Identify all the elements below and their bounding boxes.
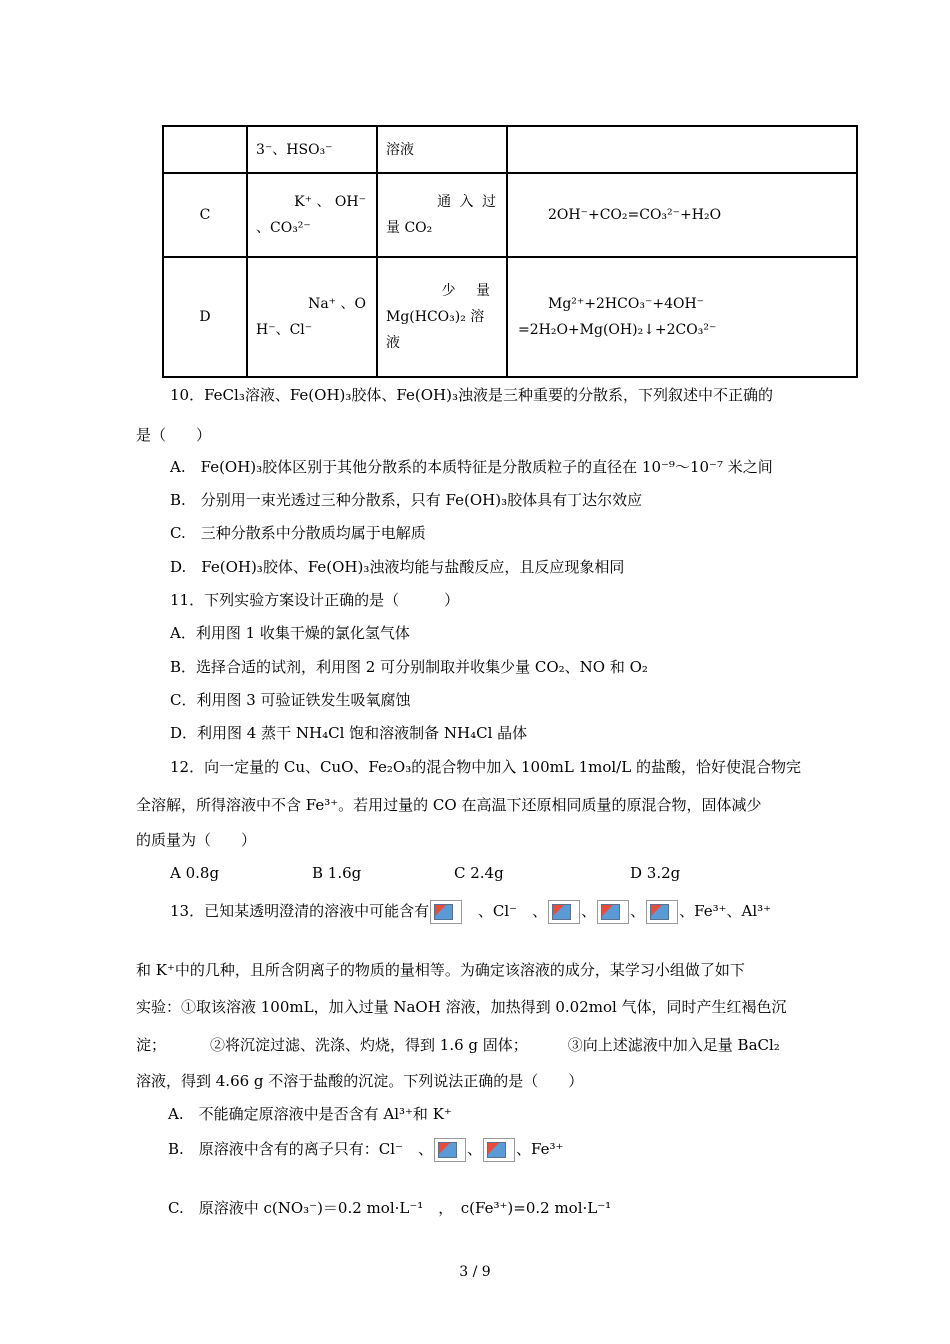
ion-formula-image-icon [430,900,462,924]
q12-stem: 全溶解，所得溶液中不含 Fe³⁺。若用过量的 CO 在高温下还原相同质量的原混合物，固体减少 [136,796,762,814]
equation: =2H₂O+Mg(OH)₂↓+2CO₃²⁻ [518,322,717,338]
table-row [163,126,857,173]
ion-formula-image-icon [483,1138,515,1162]
q13-text-part: ②将沉淀过滤、洗涤、灼烧，得到 1.6 g 固体； [210,1036,528,1054]
q12-option-d: D 3.2g [630,864,681,882]
table-cell [507,126,857,173]
q12-stem: 12．向一定量的 Cu、CuO、Fe₂O₃的混合物中加入 100mL 1mol/L 的盐酸，恰好使混合物完 [170,758,801,776]
ion-formula-image-icon [548,900,580,924]
table-cell [163,126,247,173]
equation: 2OH⁻+CO₂=CO₃²⁻+H₂O [548,207,722,223]
q10-stem: 是（ ） [136,426,212,444]
q13-text: 实验：①取该溶液 100mL，加入过量 NaOH 溶液，加热得到 0.02mol 气体，同时产生红褐色沉 [136,998,787,1016]
q10-option-c: C. 三种分散系中分散质均属于电解质 [170,524,426,542]
q12-option-b: B 1.6g [312,864,362,882]
ion-list: 、CO₃²⁻ [256,220,311,236]
table-cell: 3⁻、HSO₃⁻ [247,126,377,173]
reagent: Mg(HCO₃)₂ 溶 [386,309,485,325]
page-number: 3 / 9 [459,1264,491,1280]
table-cell: 溶液 [377,126,507,173]
q10-option-a: A. Fe(OH)₃胶体区别于其他分散系的本质特征是分散质粒子的直径在 10⁻⁹～10⁻⁷ 米之间 [170,458,773,476]
table-cell [507,173,857,257]
q11-stem: 11．下列实验方案设计正确的是（ ） [170,591,460,609]
table-cell [247,173,377,257]
ion-list: Na⁺ 、O [308,296,366,312]
ion-formula-image-icon [434,1138,466,1162]
q11-option-b: B．选择合适的试剂，利用图 2 可分别制取并收集少量 CO₂、NO 和 O₂ [170,658,648,676]
table-cell [377,173,507,257]
row-label: C [163,173,247,257]
q13-text: 溶液，得到 4.66 g 不溶于盐酸的沉淀。下列说法正确的是（ ） [136,1072,584,1090]
q11-option-a: A．利用图 1 收集干燥的氯化氢气体 [170,624,410,642]
q13-option-c: C. 原溶液中 c(NO₃⁻)＝0.2 mol·L⁻¹ ， c(Fe³⁺)=0.2 mol·L⁻¹ [168,1199,612,1217]
table-cell [377,257,507,377]
q13-text: 和 K⁺中的几种，且所含阴离子的物质的量相等。为确定该溶液的成分，某学习小组做了如下 [136,961,745,979]
q13-text-part: 淀； [136,1036,167,1054]
q10-option-d: D. Fe(OH)₃胶体、Fe(OH)₃浊液均能与盐酸反应，且反应现象相同 [170,558,625,576]
table-row [163,173,857,257]
q10-stem: 10．FeCl₃溶液、Fe(OH)₃胶体、Fe(OH)₃浊液是三种重要的分散系，下列叙述中不正确的 [170,386,773,404]
ion-list: K⁺ 、 OH⁻ [294,194,366,210]
ion-list: H⁻、Cl⁻ [256,322,313,338]
reagent: 通 入 过 [437,194,498,210]
ion-formula-image-icon [597,900,629,924]
q12-stem: 的质量为（ ） [136,831,257,849]
q13-option-b: B. 原溶液中含有的离子只有：Cl⁻ 、 、 、Fe³⁺ [168,1138,563,1162]
reaction-table [162,125,858,378]
reagent: 液 [386,335,400,351]
q11-option-c: C．利用图 3 可验证铁发生吸氧腐蚀 [170,691,411,709]
table-row [163,257,857,377]
q13-text-part: ③向上述滤液中加入足量 BaCl₂ [567,1036,780,1054]
table-cell [507,257,857,377]
equation: Mg²⁺+2HCO₃⁻+4OH⁻ [548,296,705,312]
q13-stem-text: 、Fe³⁺、Al³⁺ [679,902,772,920]
q12-option-a: A 0.8g [170,864,220,882]
q13-option-a: A. 不能确定原溶液中是否含有 Al³⁺和 K⁺ [168,1105,452,1123]
q13-stem: 13．已知某透明澄清的溶液中可能含有 、Cl⁻ 、 、 、 、Fe³⁺、Al³⁺ [170,900,771,924]
q13-stem-text: 、Cl⁻ 、 [477,902,548,920]
reagent: 少 量 [441,283,498,299]
q13-stem-text: 13．已知某透明澄清的溶液中可能含有 [170,902,430,920]
q13-option-b-text: 、Fe³⁺ [516,1140,564,1158]
table-cell [247,257,377,377]
row-label: D [163,257,247,377]
q11-option-d: D．利用图 4 蒸干 NH₄Cl 饱和溶液制备 NH₄Cl 晶体 [170,724,528,742]
q13-option-b-text: B. 原溶液中含有的离子只有：Cl⁻ 、 [168,1140,433,1158]
q12-option-c: C 2.4g [454,864,504,882]
q13-text [136,1034,780,1055]
reagent: 量 CO₂ [386,220,433,236]
ion-formula-image-icon [646,900,678,924]
q10-option-b: B. 分别用一束光透过三种分散系，只有 Fe(OH)₃胶体具有丁达尔效应 [170,491,643,509]
